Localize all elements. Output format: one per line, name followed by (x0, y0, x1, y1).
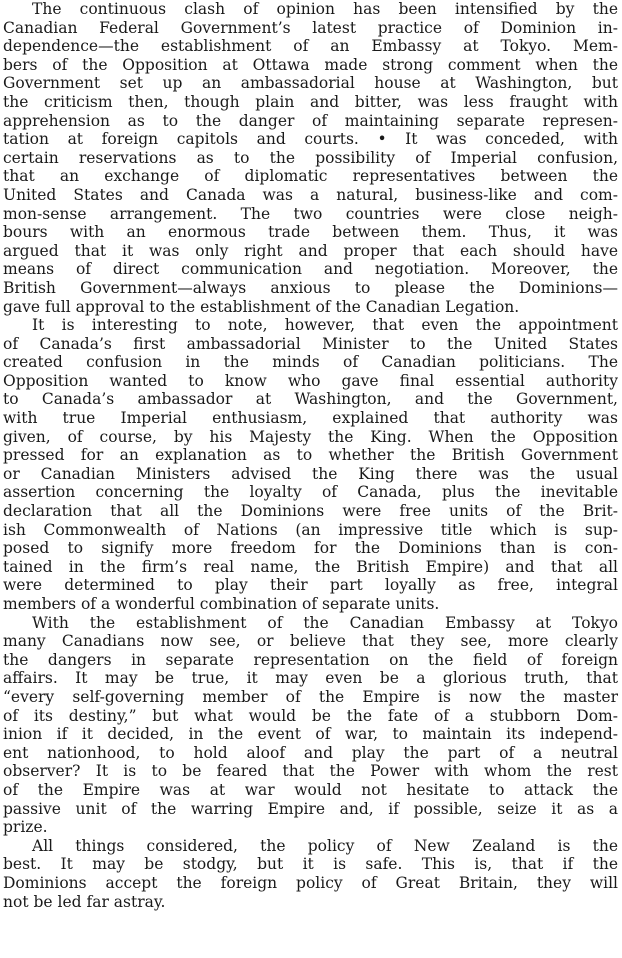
text-line: the dangers in separate representation on the field of foreign (3, 650, 618, 669)
text-line: not be led far astray. (3, 892, 166, 911)
text-line: argued that it was only right and proper that each should have (3, 241, 618, 260)
paragraph-2 (3, 316, 618, 614)
text-line: assertion concerning the loyalty of Canada, plus the inevitable (3, 483, 618, 502)
text-line: with true Imperial enthusiasm, explained that authority was (3, 409, 618, 428)
text-line: created confusion in the minds of Canadian politicians. The (3, 353, 618, 372)
paragraph-4 (3, 837, 618, 911)
text-line: many Canadians now see, or believe that they see, more clearly (3, 632, 618, 651)
text-line: of Canada’s first ambassadorial Minister to the United States (3, 334, 618, 353)
text-line: The continuous clash of opinion has been intensified by the (32, 0, 618, 18)
text-line: of its destiny,” but what would be the fate of a stubborn Dom- (3, 706, 618, 725)
text-line: declaration that all the Dominions were free units of the Brit- (3, 502, 618, 521)
text-line: of the Empire was at war would not hesitate to attack the (3, 780, 618, 799)
text-line: that an exchange of diplomatic representatives between the (3, 167, 618, 186)
text-line: posed to signify more freedom for the Dominions than is con- (3, 539, 618, 558)
text-line: members of a wonderful combination of separate units. (3, 595, 440, 613)
text-line: observer? It is to be feared that the Power with whom the rest (3, 762, 618, 781)
text-line: affairs. It may be true, it may even be a glorious truth, that (3, 669, 618, 688)
text-line: ish Commonwealth of Nations (an impressive title which is sup- (3, 520, 618, 539)
paragraph-1 (3, 0, 618, 316)
text-line: passive unit of the warring Empire and, if possible, seize it as a (3, 799, 618, 818)
text-line: means of direct communication and negotiation. Moreover, the (3, 260, 618, 279)
text-line: bours with an enormous trade between them. Thus, it was (3, 223, 618, 242)
text-line: Canadian Federal Government’s latest practice of Dominion in- (3, 18, 618, 37)
text-line: United States and Canada was a natural, business-like and com- (3, 185, 618, 204)
text-line: mon-sense arrangement. The two countries were close neigh- (3, 204, 618, 223)
text-line: best. It may be stodgy, but it is safe. This is, that if the (3, 855, 618, 874)
text-line: It is interesting to note, however, that even the appointment (32, 316, 618, 335)
text-line: certain reservations as to the possibility of Imperial confusion, (3, 148, 618, 167)
text-line: Opposition wanted to know who gave final essential authority (3, 371, 618, 390)
text-line: dependence—the establishment of an Embassy at Tokyo. Mem- (3, 37, 618, 56)
text-line: Dominions accept the foreign policy of Great Britain, they will (3, 873, 618, 892)
text-line: bers of the Opposition at Ottawa made strong comment when the (3, 55, 618, 74)
text-line: prize. (3, 818, 48, 837)
text-line: were determined to play their part loyally as free, integral (3, 576, 618, 595)
text-line: ent nationhood, to hold aloof and play the part of a neutral (3, 743, 618, 762)
text-line: or Canadian Ministers advised the King there was the usual (3, 464, 618, 483)
text-line: All things considered, the policy of New Zealand is the (32, 836, 618, 855)
text-line: pressed for an explanation as to whether the British Government (3, 446, 618, 465)
text-line: to Canada’s ambassador at Washington, and the Government, (3, 390, 618, 409)
text-line: British Government—always anxious to please the Dominions— (3, 278, 618, 297)
paragraph-3 (3, 614, 618, 837)
text-line: apprehension as to the danger of maintaining separate represen- (3, 111, 618, 130)
text-line: tained in the firm’s real name, the British Empire) and that all (3, 557, 618, 576)
text-line: With the establishment of the Canadian Embassy at Tokyo (32, 613, 618, 632)
text-line: tation at foreign capitols and courts. • It was conceded, with (3, 130, 618, 149)
text-line: Government set up an ambassadorial house at Washington, but (3, 74, 618, 93)
text-line: given, of course, by his Majesty the King. When the Opposition (3, 427, 618, 446)
text-line: gave full approval to the establishment of the Canadian Legation. (3, 297, 520, 316)
text-line: inion if it decided, in the event of war, to maintain its independ- (3, 725, 618, 744)
text-line: the criticism then, though plain and bitter, was less fraught with (3, 92, 618, 111)
text-line: “every self-governing member of the Empire is now the master (3, 687, 618, 706)
